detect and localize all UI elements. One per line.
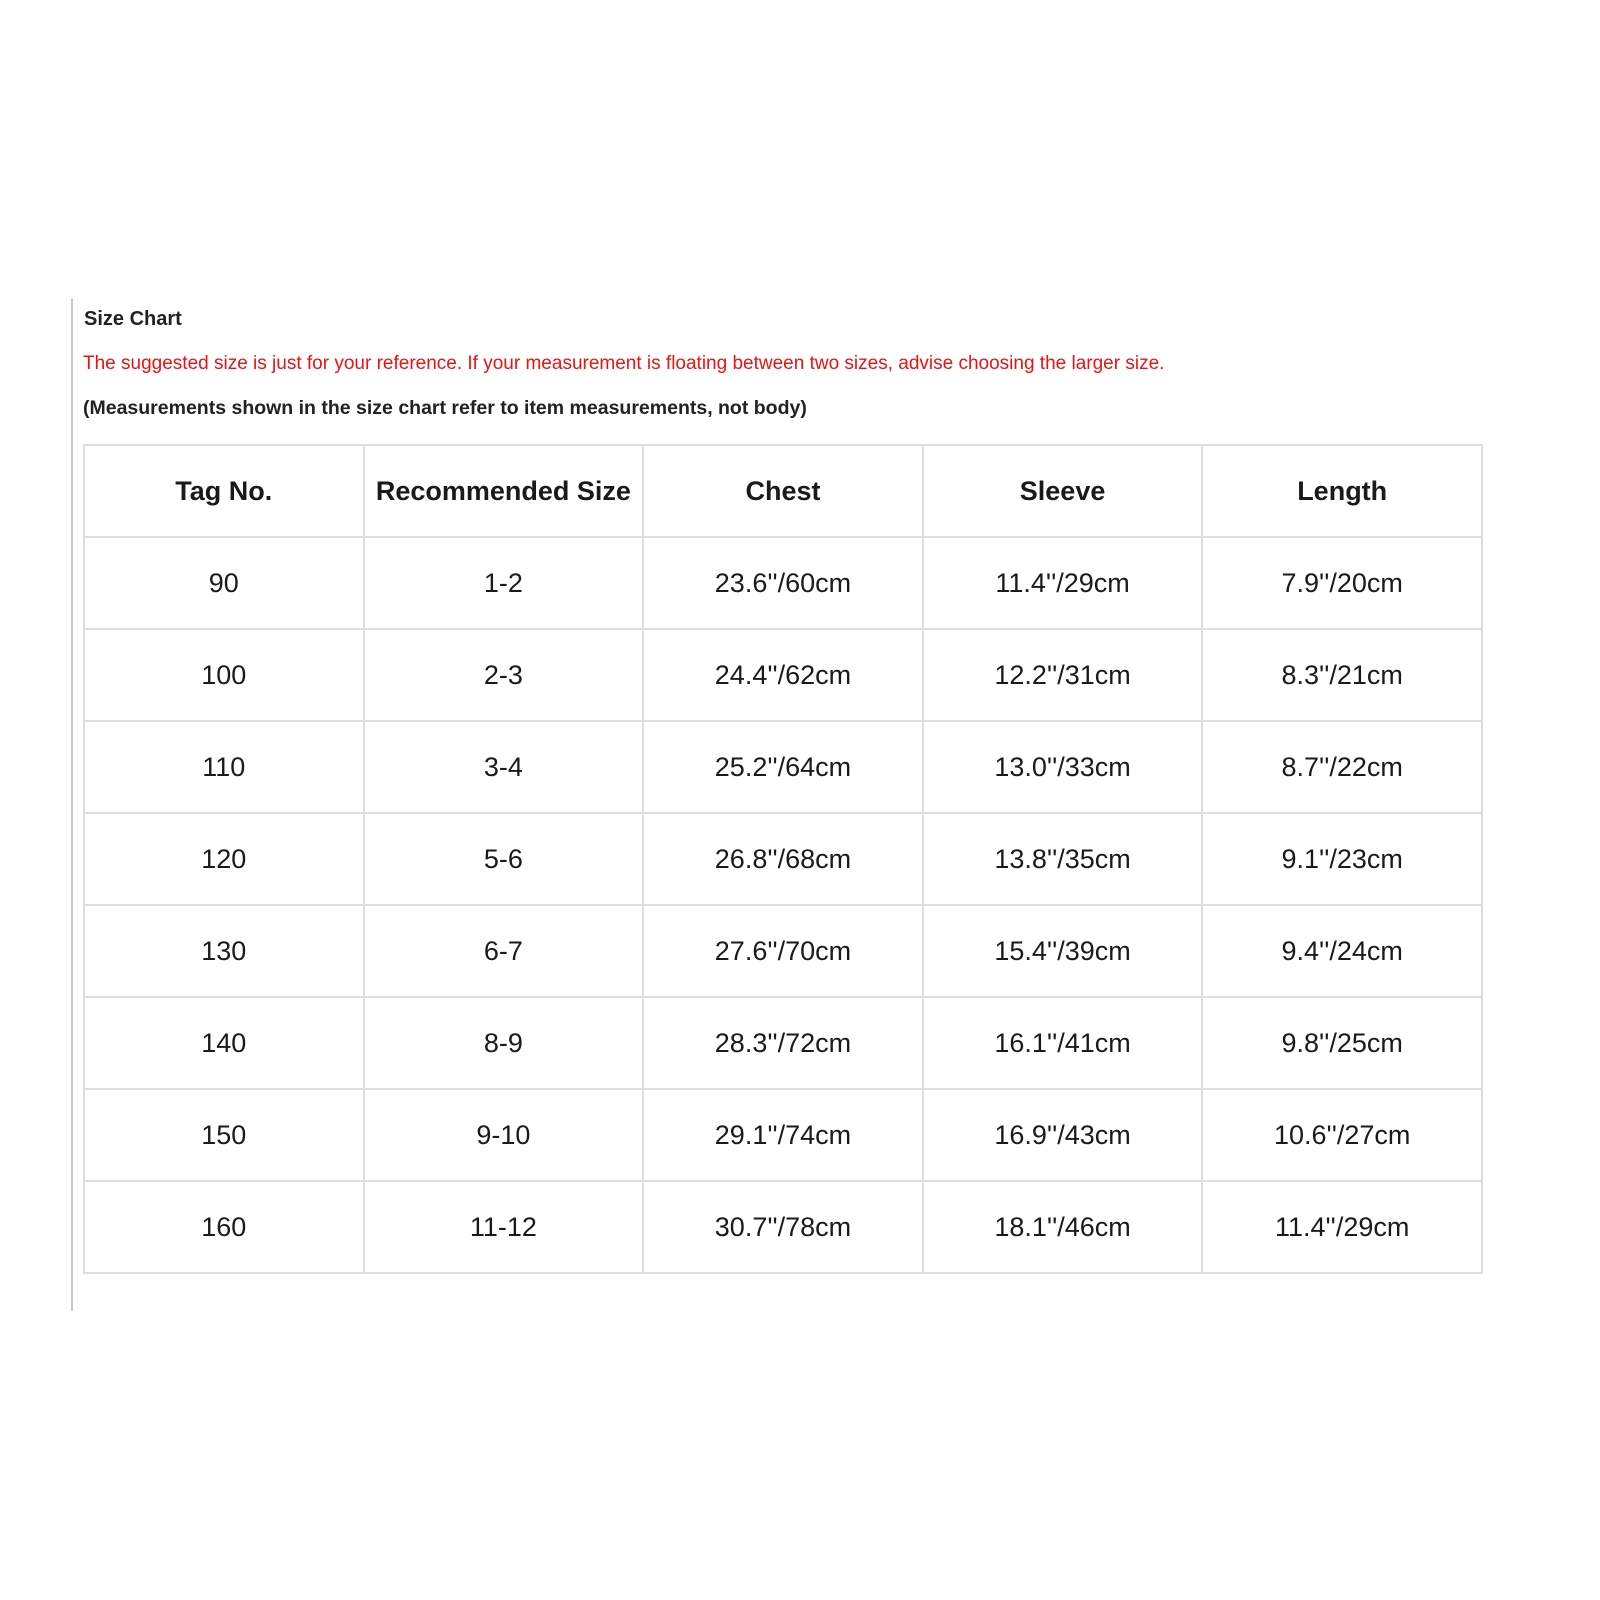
tag-no-cell: 90	[84, 537, 364, 629]
length-cell: 9.8''/25cm	[1202, 997, 1482, 1089]
tag-no-cell: 110	[84, 721, 364, 813]
sleeve-cell: 11.4''/29cm	[923, 537, 1203, 629]
chest-cell: 30.7''/78cm	[643, 1181, 923, 1273]
length-cell: 11.4''/29cm	[1202, 1181, 1482, 1273]
table-row	[84, 813, 1482, 905]
length-cell: 8.7''/22cm	[1202, 721, 1482, 813]
table-row	[84, 721, 1482, 813]
size-recommendation-notice: The suggested size is just for your reference. If your measurement is floating between two sizes, advise choosing the larger size.	[83, 353, 1165, 374]
recommended-size-cell: 8-9	[364, 997, 644, 1089]
sleeve-cell: 16.9''/43cm	[923, 1089, 1203, 1181]
column-header-recommended-size: Recommended Size	[364, 445, 644, 537]
tag-no-cell: 160	[84, 1181, 364, 1273]
chest-cell: 25.2''/64cm	[643, 721, 923, 813]
length-cell: 8.3''/21cm	[1202, 629, 1482, 721]
tag-no-cell: 130	[84, 905, 364, 997]
column-header-length: Length	[1202, 445, 1482, 537]
length-cell: 7.9''/20cm	[1202, 537, 1482, 629]
chest-cell: 23.6''/60cm	[643, 537, 923, 629]
chest-cell: 26.8''/68cm	[643, 813, 923, 905]
table-row	[84, 1181, 1482, 1273]
length-cell: 9.1''/23cm	[1202, 813, 1482, 905]
column-header-chest: Chest	[643, 445, 923, 537]
length-cell: 10.6''/27cm	[1202, 1089, 1482, 1181]
tag-no-cell: 140	[84, 997, 364, 1089]
chest-cell: 29.1''/74cm	[643, 1089, 923, 1181]
recommended-size-cell: 5-6	[364, 813, 644, 905]
recommended-size-cell: 6-7	[364, 905, 644, 997]
recommended-size-cell: 1-2	[364, 537, 644, 629]
size-table	[83, 444, 1483, 1274]
recommended-size-cell: 3-4	[364, 721, 644, 813]
sleeve-cell: 12.2''/31cm	[923, 629, 1203, 721]
chest-cell: 27.6''/70cm	[643, 905, 923, 997]
table-row	[84, 997, 1482, 1089]
size-chart-panel	[71, 299, 1493, 1311]
sleeve-cell: 15.4''/39cm	[923, 905, 1203, 997]
length-cell: 9.4''/24cm	[1202, 905, 1482, 997]
size-chart-title: Size Chart	[84, 308, 182, 330]
recommended-size-cell: 2-3	[364, 629, 644, 721]
column-header-tag-no: Tag No.	[84, 445, 364, 537]
sleeve-cell: 16.1''/41cm	[923, 997, 1203, 1089]
recommended-size-cell: 9-10	[364, 1089, 644, 1181]
measurement-note: (Measurements shown in the size chart refer to item measurements, not body)	[83, 397, 807, 419]
tag-no-cell: 100	[84, 629, 364, 721]
table-row	[84, 629, 1482, 721]
chest-cell: 28.3''/72cm	[643, 997, 923, 1089]
table-row	[84, 1089, 1482, 1181]
sleeve-cell: 13.0''/33cm	[923, 721, 1203, 813]
tag-no-cell: 150	[84, 1089, 364, 1181]
column-header-sleeve: Sleeve	[923, 445, 1203, 537]
table-header-row	[84, 445, 1482, 537]
table-row	[84, 905, 1482, 997]
sleeve-cell: 18.1''/46cm	[923, 1181, 1203, 1273]
table-row	[84, 537, 1482, 629]
chest-cell: 24.4''/62cm	[643, 629, 923, 721]
tag-no-cell: 120	[84, 813, 364, 905]
sleeve-cell: 13.8''/35cm	[923, 813, 1203, 905]
recommended-size-cell: 11-12	[364, 1181, 644, 1273]
